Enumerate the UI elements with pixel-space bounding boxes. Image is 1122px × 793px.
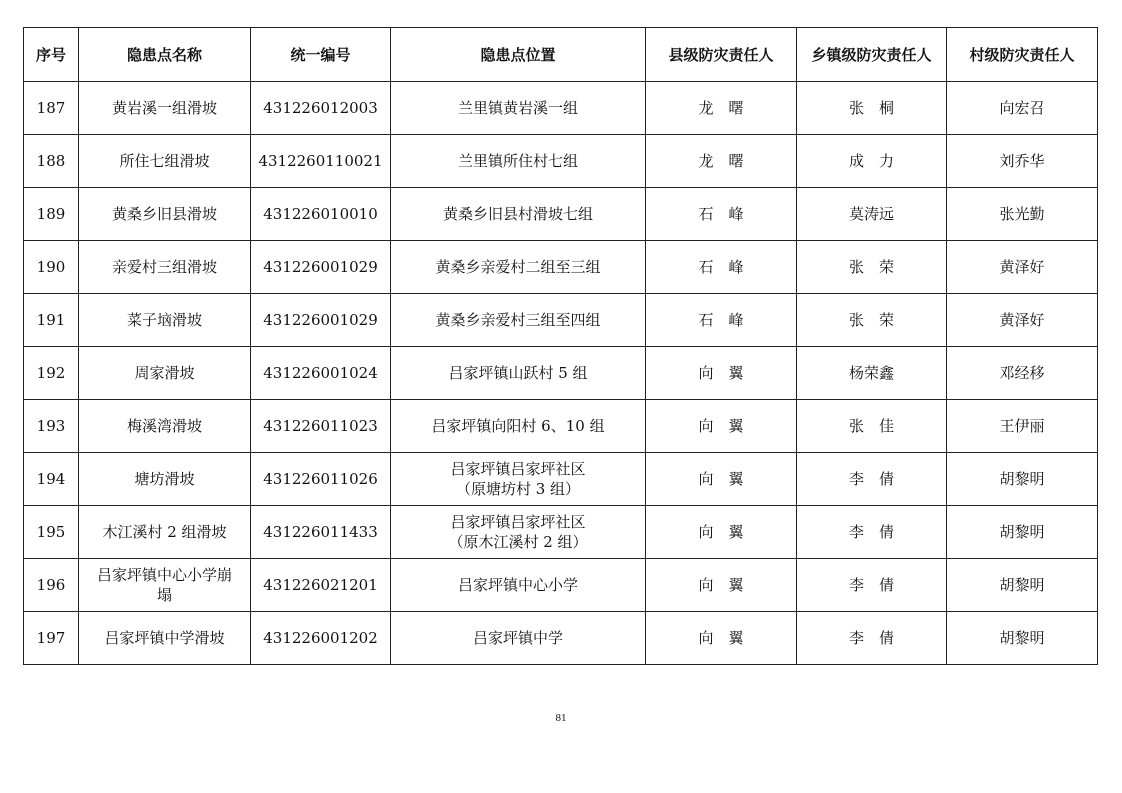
table-row: [24, 612, 1098, 665]
cell-unified-code: 431226001029: [251, 294, 391, 347]
cell-village-responsible: 黄泽好: [947, 294, 1098, 347]
cell-county-responsible: 石 峰: [646, 188, 797, 241]
cell-village-responsible: 胡黎明: [947, 559, 1098, 612]
cell-unified-code: 431226001202: [251, 612, 391, 665]
cell-unified-code: 431226001024: [251, 347, 391, 400]
cell-hazard-name: 木江溪村 2 组滑坡: [79, 506, 251, 559]
cell-county-responsible: 向 翼: [646, 400, 797, 453]
cell-location: [391, 506, 646, 559]
cell-line: 吕家坪镇吕家坪社区: [450, 460, 586, 478]
cell-village-responsible: 刘乔华: [947, 135, 1098, 188]
cell-index: 194: [24, 453, 79, 506]
cell-index: 191: [24, 294, 79, 347]
table-header: [24, 28, 1098, 82]
cell-village-responsible: 胡黎明: [947, 453, 1098, 506]
table-row: [24, 453, 1098, 506]
cell-hazard-name: 周家滑坡: [79, 347, 251, 400]
table-row: [24, 188, 1098, 241]
cell-location: 吕家坪镇中心小学: [391, 559, 646, 612]
cell-location: [391, 453, 646, 506]
cell-index: 190: [24, 241, 79, 294]
table-row: [24, 559, 1098, 612]
col-header-hazard-name: 隐患点名称: [79, 28, 251, 82]
cell-township-responsible: 张 桐: [797, 82, 947, 135]
col-header-location: 隐患点位置: [391, 28, 646, 82]
cell-location: 兰里镇黄岩溪一组: [391, 82, 646, 135]
cell-hazard-name: 所住七组滑坡: [79, 135, 251, 188]
cell-location: 黄桑乡亲爱村二组至三组: [391, 241, 646, 294]
cell-hazard-name: 黄桑乡旧县滑坡: [79, 188, 251, 241]
cell-township-responsible: 李 倩: [797, 453, 947, 506]
cell-county-responsible: 向 翼: [646, 559, 797, 612]
cell-township-responsible: 杨荣鑫: [797, 347, 947, 400]
cell-line: 吕家坪镇中心小学崩: [96, 566, 232, 584]
table-row: [24, 294, 1098, 347]
cell-unified-code: 431226011433: [251, 506, 391, 559]
cell-township-responsible: 成 力: [797, 135, 947, 188]
cell-line: （原木江溪村 2 组）: [448, 533, 588, 551]
cell-township-responsible: 张 佳: [797, 400, 947, 453]
cell-location: 吕家坪镇中学: [391, 612, 646, 665]
cell-village-responsible: 胡黎明: [947, 506, 1098, 559]
cell-village-responsible: 邓经移: [947, 347, 1098, 400]
cell-location: 黄桑乡旧县村滑坡七组: [391, 188, 646, 241]
cell-hazard-name: 吕家坪镇中学滑坡: [79, 612, 251, 665]
hazard-point-table: [23, 27, 1098, 665]
cell-county-responsible: 石 峰: [646, 294, 797, 347]
cell-county-responsible: 向 翼: [646, 453, 797, 506]
table-row: [24, 506, 1098, 559]
cell-index: 188: [24, 135, 79, 188]
cell-index: 189: [24, 188, 79, 241]
cell-hazard-name: 塘坊滑坡: [79, 453, 251, 506]
cell-unified-code: 431226001029: [251, 241, 391, 294]
cell-unified-code: 431226021201: [251, 559, 391, 612]
table-row: [24, 82, 1098, 135]
cell-index: 195: [24, 506, 79, 559]
cell-county-responsible: 向 翼: [646, 347, 797, 400]
cell-hazard-name: 梅溪湾滑坡: [79, 400, 251, 453]
cell-unified-code: 431226012003: [251, 82, 391, 135]
cell-township-responsible: 张 荣: [797, 241, 947, 294]
col-header-village-responsible: 村级防灾责任人: [947, 28, 1098, 82]
cell-county-responsible: 龙 曙: [646, 135, 797, 188]
cell-hazard-name: 黄岩溪一组滑坡: [79, 82, 251, 135]
cell-village-responsible: 王伊丽: [947, 400, 1098, 453]
cell-index: 193: [24, 400, 79, 453]
table-row: [24, 400, 1098, 453]
cell-county-responsible: 龙 曙: [646, 82, 797, 135]
cell-line: 塌: [156, 586, 172, 604]
cell-unified-code: 4312260110021: [251, 135, 391, 188]
cell-index: 196: [24, 559, 79, 612]
cell-township-responsible: 莫涛远: [797, 188, 947, 241]
table-row: [24, 241, 1098, 294]
cell-location: 兰里镇所住村七组: [391, 135, 646, 188]
cell-location: 吕家坪镇山跃村 5 组: [391, 347, 646, 400]
cell-village-responsible: 张光勤: [947, 188, 1098, 241]
table-body: [24, 82, 1098, 665]
cell-unified-code: 431226010010: [251, 188, 391, 241]
cell-village-responsible: 向宏召: [947, 82, 1098, 135]
cell-index: 187: [24, 82, 79, 135]
cell-township-responsible: 李 倩: [797, 612, 947, 665]
cell-county-responsible: 石 峰: [646, 241, 797, 294]
cell-county-responsible: 向 翼: [646, 506, 797, 559]
col-header-index: 序号: [24, 28, 79, 82]
cell-hazard-name: 亲爱村三组滑坡: [79, 241, 251, 294]
col-header-unified-code: 统一编号: [251, 28, 391, 82]
cell-location: 吕家坪镇向阳村 6、10 组: [391, 400, 646, 453]
table-row: [24, 347, 1098, 400]
cell-index: 197: [24, 612, 79, 665]
cell-township-responsible: 李 倩: [797, 506, 947, 559]
cell-hazard-name: [79, 559, 251, 612]
cell-unified-code: 431226011023: [251, 400, 391, 453]
cell-line: （原塘坊村 3 组）: [455, 480, 581, 498]
cell-location: 黄桑乡亲爱村三组至四组: [391, 294, 646, 347]
cell-index: 192: [24, 347, 79, 400]
col-header-township-responsible: 乡镇级防灾责任人: [797, 28, 947, 82]
header-row: [24, 28, 1098, 82]
cell-county-responsible: 向 翼: [646, 612, 797, 665]
page-number: 81: [555, 712, 567, 724]
cell-hazard-name: 菜子垴滑坡: [79, 294, 251, 347]
cell-township-responsible: 李 倩: [797, 559, 947, 612]
table-row: [24, 135, 1098, 188]
col-header-county-responsible: 县级防灾责任人: [646, 28, 797, 82]
cell-unified-code: 431226011026: [251, 453, 391, 506]
cell-village-responsible: 黄泽好: [947, 241, 1098, 294]
cell-village-responsible: 胡黎明: [947, 612, 1098, 665]
cell-township-responsible: 张 荣: [797, 294, 947, 347]
cell-line: 吕家坪镇吕家坪社区: [450, 513, 586, 531]
